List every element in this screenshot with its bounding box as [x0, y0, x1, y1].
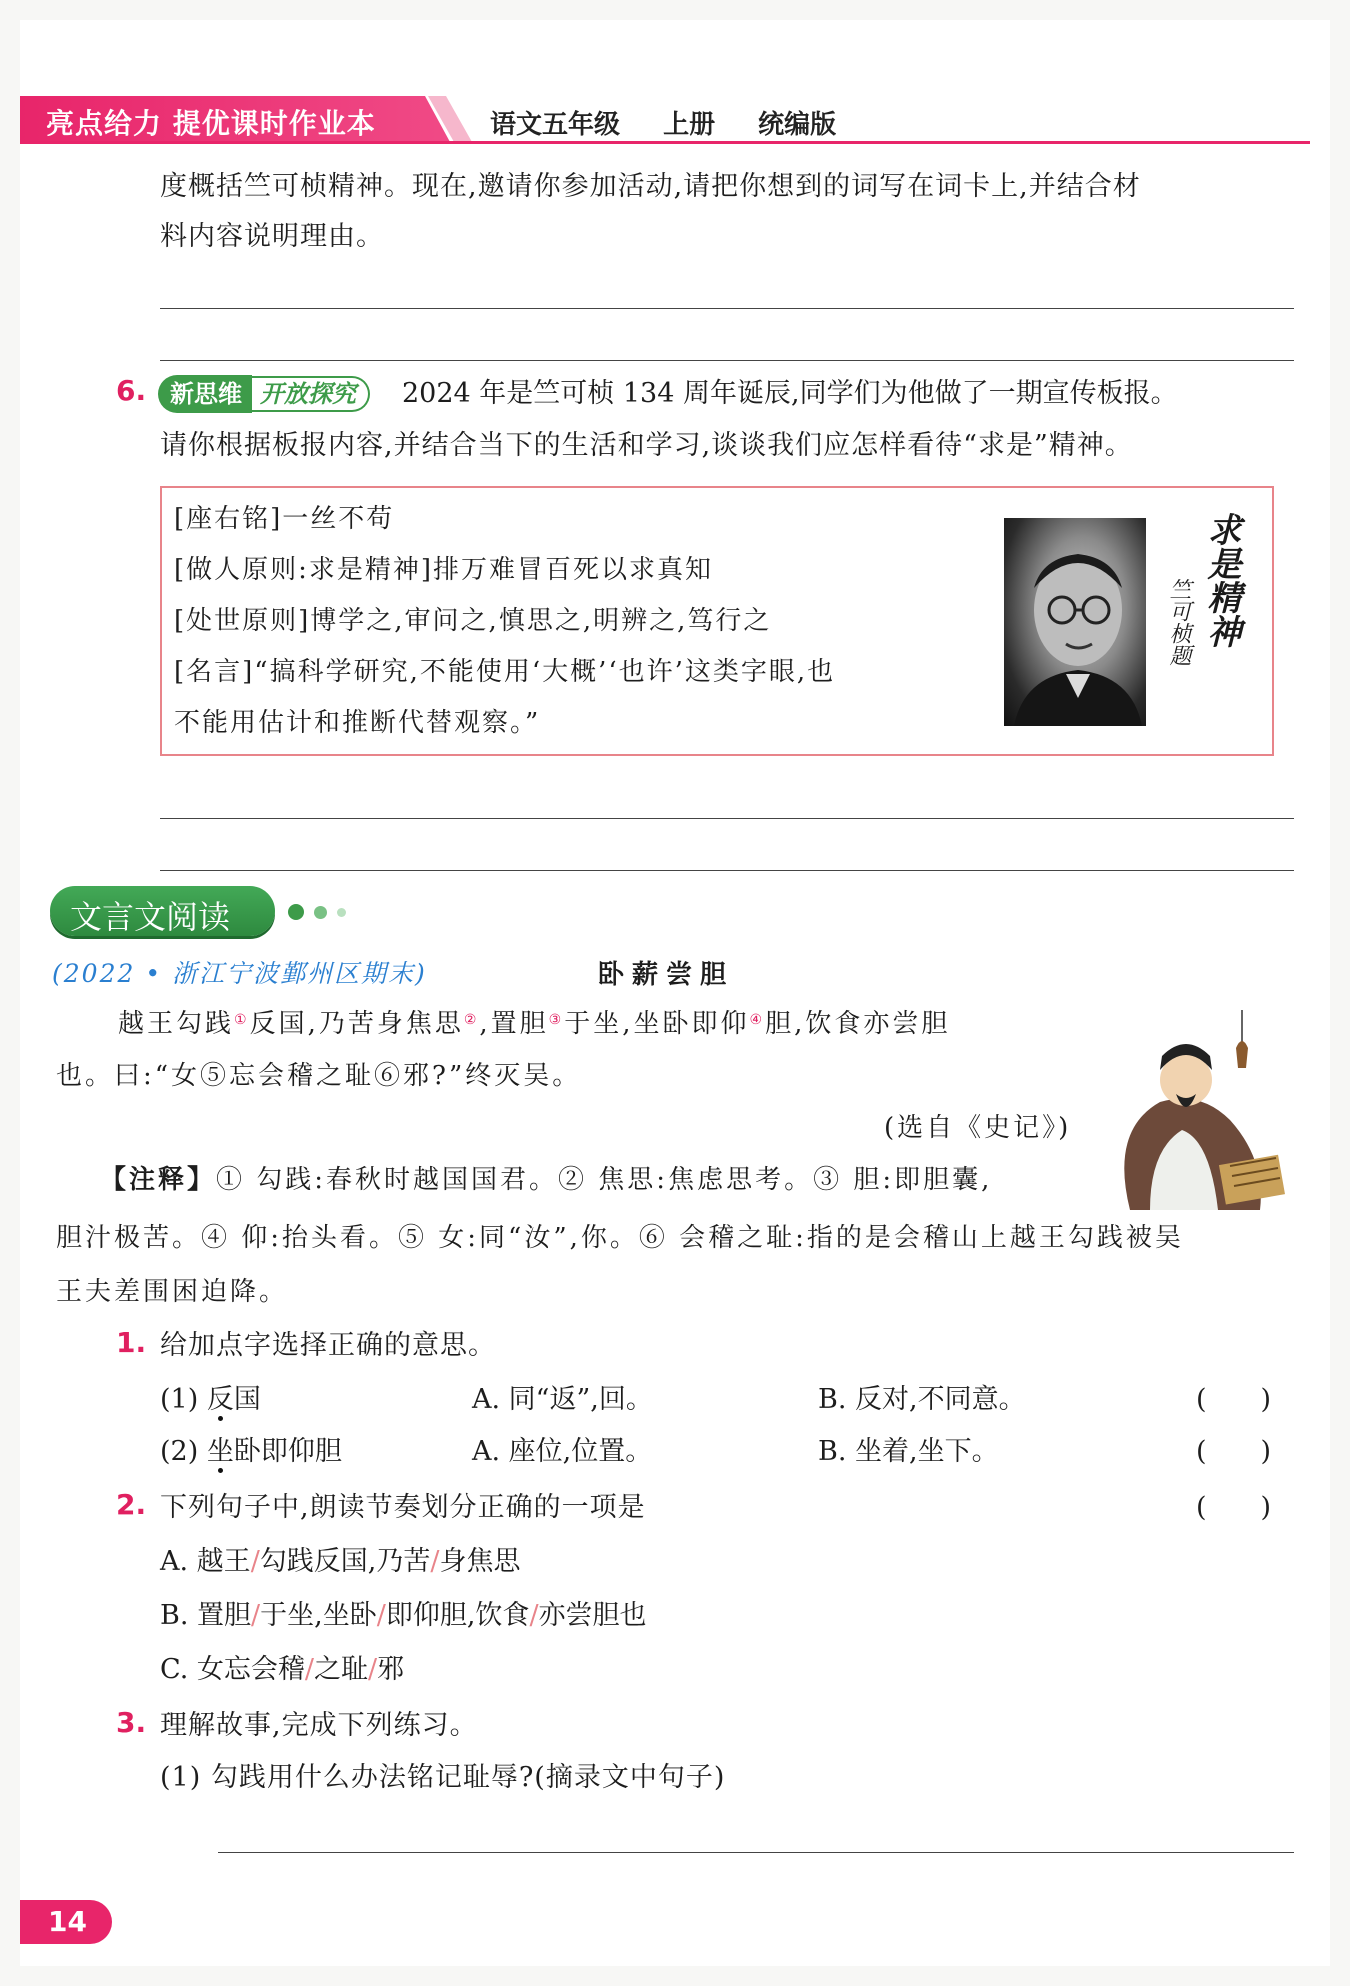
q6-line-1: 2024 年是竺可桢 134 周年诞辰,同学们为他做了一期宣传板报。	[402, 378, 1178, 409]
answer-line[interactable]	[218, 1852, 1294, 1853]
q1-1-option-b[interactable]: B. 反对,不同意。	[818, 1384, 1026, 1415]
illustration-figure	[1090, 1010, 1290, 1210]
q1-1-option-a[interactable]: A. 同“返”,回。	[472, 1384, 653, 1415]
badge-tag: 开放探究	[252, 376, 370, 412]
volume-label: 上册	[663, 110, 716, 140]
page-header	[20, 96, 1310, 142]
board-line: 不能用估计和推断代替观察。”	[174, 708, 541, 738]
q1-prompt: 给加点字选择正确的意思。	[160, 1330, 496, 1361]
new-thinking-badge	[158, 375, 370, 413]
q1-2-option-b[interactable]: B. 坐着,坐下。	[818, 1436, 999, 1467]
question-number: 6.	[116, 374, 147, 407]
board-line: [做人原则:求是精神]排万难冒百死以求真知	[174, 555, 714, 585]
answer-line[interactable]	[160, 870, 1294, 871]
passage-line-2: 也。曰:“女⑤忘会稽之耻⑥邪?”终灭吴。	[56, 1061, 582, 1091]
notes-line-3: 王夫差围困迫降。	[56, 1277, 289, 1307]
q5-line-2: 料内容说明理由。	[160, 221, 384, 252]
decor-dot	[314, 906, 327, 919]
board-line: [座右铭]一丝不苟	[174, 504, 395, 534]
board-line: [名言]“搞科学研究,不能使用‘大概’‘也许’这类字眼,也	[174, 657, 836, 687]
q1-2-option-a[interactable]: A. 座位,位置。	[472, 1436, 653, 1467]
edition-label: 统编版	[758, 110, 837, 140]
q2-option-c[interactable]: C. 女忘会稽/之耻/邪	[160, 1654, 405, 1685]
passage-title: 卧薪尝胆	[598, 960, 735, 990]
passage-line-1: 越王勾践①反国,乃苦身焦思②,置胆③于坐,坐卧即仰④胆,饮食亦尝胆	[118, 1009, 951, 1039]
calligraphy: 求是精神	[1201, 512, 1241, 648]
answer-paren[interactable]: ( )	[1196, 1436, 1272, 1467]
q2-option-b[interactable]: B. 置胆/于坐,坐卧/即仰胆,饮食/亦尝胆也	[160, 1600, 647, 1631]
option-letter: B.	[160, 1600, 189, 1631]
q1-2-label: (2) 坐卧即仰胆	[160, 1436, 342, 1467]
notes-text: ① 勾践:春秋时越国国君。② 焦思:焦虑思考。③ 胆:即胆囊,	[216, 1165, 993, 1195]
q5-line-1: 度概括竺可桢精神。现在,邀请你参加活动,请把你想到的词写在词卡上,并结合材	[160, 171, 1141, 202]
q3-prompt: 理解故事,完成下列练习。	[160, 1710, 478, 1741]
question-number: 1.	[116, 1326, 147, 1359]
question-number: 3.	[116, 1706, 147, 1739]
answer-paren[interactable]: ( )	[1196, 1384, 1272, 1415]
question-number: 2.	[116, 1488, 147, 1521]
portrait-sketch	[1004, 518, 1146, 726]
notes-line-1	[100, 1160, 992, 1200]
q2-option-a[interactable]: A. 越王/勾践反国,乃苦/身焦思	[160, 1546, 521, 1577]
decor-dot	[337, 908, 346, 917]
calligraphy-signature: 竺可桢题	[1166, 578, 1191, 666]
subject-label: 语文五年级	[490, 110, 621, 140]
option-letter: A.	[160, 1546, 189, 1577]
answer-line[interactable]	[160, 360, 1294, 361]
q3-1-prompt: (1) 勾践用什么办法铭记耻辱?(摘录文中句子)	[160, 1762, 726, 1793]
zhu-kezhen-portrait	[1004, 518, 1146, 726]
q1-1-label: (1) 反国	[160, 1384, 261, 1415]
page-number: 14	[20, 1900, 112, 1944]
answer-line[interactable]	[160, 818, 1294, 819]
q6-line-2: 请你根据板报内容,并结合当下的生活和学习,谈谈我们应怎样看待“求是”精神。	[160, 430, 1133, 461]
notes-label: 【注释】	[100, 1165, 217, 1195]
badge-label: 新思维	[158, 375, 252, 413]
q2-prompt: 下列句子中,朗读节奏划分正确的一项是	[160, 1492, 646, 1523]
goujian-illustration	[1090, 1010, 1290, 1210]
answer-line[interactable]	[160, 308, 1294, 309]
decor-dot	[288, 904, 304, 920]
book-info	[490, 104, 870, 141]
header-rule	[20, 141, 1310, 144]
section-title: 文言文阅读	[70, 898, 231, 936]
answer-paren[interactable]: ( )	[1196, 1492, 1272, 1523]
board-line: [处世原则]博学之,审问之,慎思之,明辨之,笃行之	[174, 606, 772, 636]
series-title: 亮点给力 提优课时作业本	[46, 107, 376, 140]
exam-source: (2022 • 浙江宁波鄞州区期末)	[52, 959, 427, 988]
passage-attribution: (选自《史记》)	[884, 1113, 1072, 1143]
option-letter: C.	[160, 1654, 189, 1685]
notes-line-2: 胆汁极苦。④ 仰:抬头看。⑤ 女:同“汝”,你。⑥ 会稽之耻:指的是会稽山上越王勾践被吴	[56, 1223, 1184, 1253]
